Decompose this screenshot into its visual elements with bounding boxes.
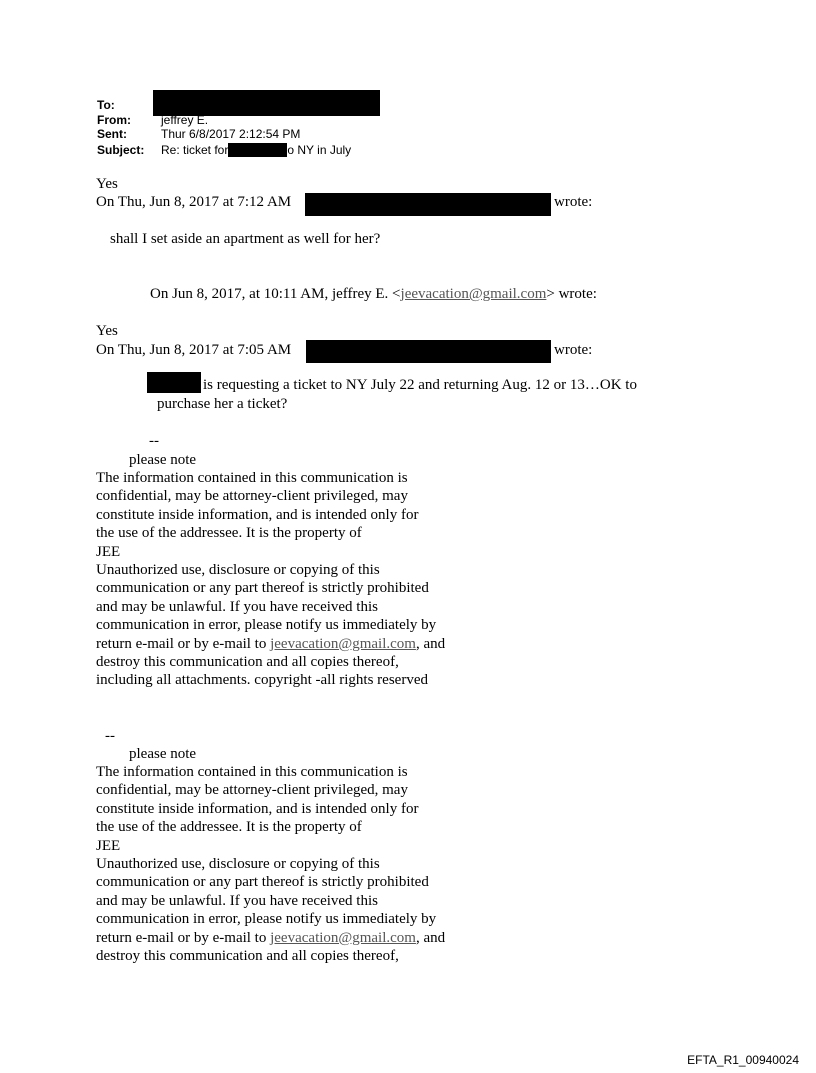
disclaimer-1-line: Unauthorized use, disclosure or copying of this [96, 562, 380, 579]
signature-dash-2: -- [105, 728, 115, 744]
on-line-2: On Thu, Jun 8, 2017 at 7:05 AM [96, 342, 292, 358]
disclaimer-1-line: constitute inside information, and is intended only for [96, 506, 419, 523]
disclaimer-1-email-line [96, 635, 445, 653]
disclaimer-1-line: The information contained in this communication is [96, 470, 408, 486]
quote-post: > wrote: [546, 286, 597, 302]
disclaimer-2-line: the use of the addressee. It is the property of [96, 819, 362, 836]
redaction-name [147, 372, 201, 393]
disclaimer-1-line: including all attachments. copyright -all rights reserved [96, 672, 428, 689]
quote-header [150, 285, 597, 303]
from-row [97, 113, 208, 127]
disclaimer-1 [96, 469, 445, 690]
disclaimer-2-line: destroy this communication and all copies thereof, [96, 948, 399, 965]
quote-email-link[interactable]: jeevacation@gmail.com [400, 286, 547, 302]
quote-pre: On Jun 8, 2017, at 10:11 AM, jeffrey E. < [150, 286, 401, 302]
request-line-1: is requesting a ticket to NY July 22 and returning Aug. 12 or 13…OK to [203, 377, 637, 393]
disclaimer-2-line: confidential, may be attorney-client privileged, may [96, 782, 408, 799]
disclaimer-1-line: JEE [96, 543, 121, 560]
subject-row [97, 143, 351, 157]
disclaimer-2-line: communication in error, please notify us immediately by [96, 911, 437, 928]
subject-pre: Re: ticket for [161, 143, 229, 157]
to-label: To: [97, 98, 115, 112]
disclaimer-1-line: and may be unlawful. If you have received this [96, 598, 378, 615]
email-pre: return e-mail or by e-mail to [96, 635, 271, 652]
document-id: EFTA_R1_00940024 [687, 1053, 799, 1067]
disclaimer-2-line: and may be unlawful. If you have received this [96, 892, 378, 909]
sent-value: Thur 6/8/2017 2:12:54 PM [161, 127, 301, 141]
please-note-2: please note [129, 746, 197, 762]
apartment-question: shall I set aside an apartment as well for her? [110, 231, 381, 247]
redaction-sender-1 [305, 193, 551, 216]
redaction-subject [228, 143, 287, 157]
email-post: , and [415, 929, 446, 946]
disclaimer-2-email-link[interactable]: jeevacation@gmail.com [270, 929, 416, 946]
disclaimer-1-line: confidential, may be attorney-client privileged, may [96, 488, 408, 505]
redaction-sender-2 [306, 340, 551, 363]
disclaimer-2-line: Unauthorized use, disclosure or copying of this [96, 856, 380, 873]
email-pre: return e-mail or by e-mail to [96, 929, 271, 946]
subject-label: Subject: [97, 143, 145, 157]
disclaimer-1-line: communication or any part thereof is strictly prohibited [96, 580, 429, 597]
please-note-1: please note [129, 452, 197, 468]
disclaimer-2-email-line [96, 929, 445, 947]
reply-yes-2: Yes [96, 323, 118, 339]
sent-row [97, 127, 300, 141]
to-row [97, 98, 161, 112]
disclaimer-1-email-link[interactable]: jeevacation@gmail.com [270, 635, 416, 652]
wrote-1: wrote: [554, 194, 593, 210]
wrote-2: wrote: [554, 342, 593, 358]
disclaimer-2 [96, 763, 445, 965]
disclaimer-2-line: The information contained in this communication is [96, 764, 408, 780]
disclaimer-1-line: the use of the addressee. It is the property of [96, 525, 362, 542]
signature-dash-1: -- [149, 433, 159, 449]
subject-post: o NY in July [287, 143, 352, 157]
disclaimer-2-line: constitute inside information, and is intended only for [96, 800, 419, 817]
email-post: , and [415, 635, 446, 652]
reply-yes-1: Yes [96, 176, 118, 192]
from-label: From: [97, 113, 131, 127]
from-value: jeffrey E. [161, 113, 209, 127]
disclaimer-1-line: destroy this communication and all copies thereof, [96, 654, 399, 671]
request-line-2: purchase her a ticket? [157, 396, 288, 412]
disclaimer-2-line: JEE [96, 837, 121, 854]
disclaimer-2-line: communication or any part thereof is strictly prohibited [96, 874, 429, 891]
disclaimer-1-line: communication in error, please notify us immediately by [96, 617, 437, 634]
on-line-1: On Thu, Jun 8, 2017 at 7:12 AM [96, 194, 292, 210]
sent-label: Sent: [97, 127, 127, 141]
